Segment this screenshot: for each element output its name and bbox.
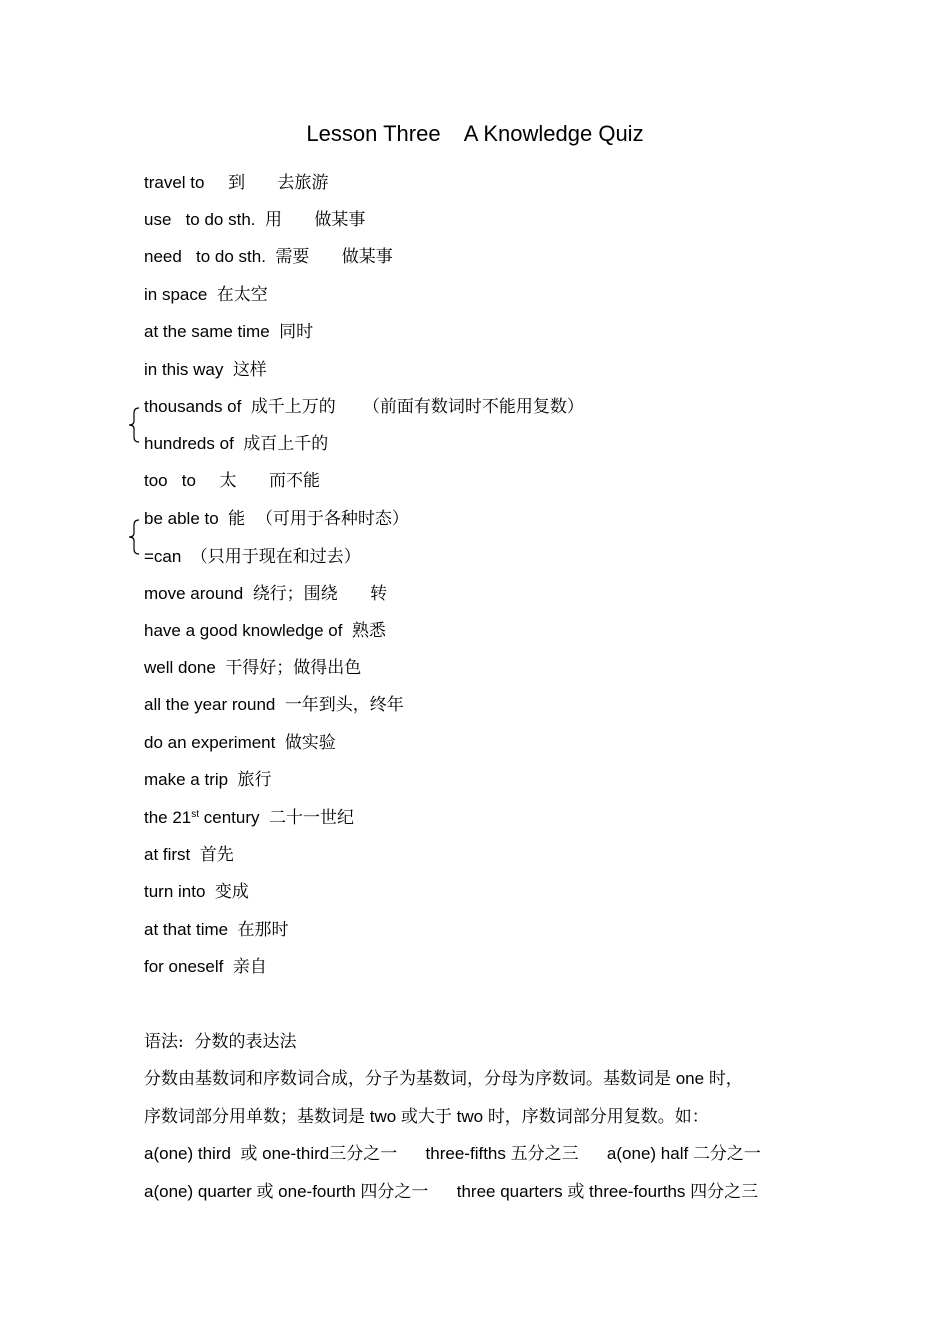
- grammar-text: one: [671, 1069, 709, 1088]
- phrase-en: make a trip: [144, 770, 238, 789]
- grammar-text: 序数词部分用单数；基数词是: [144, 1107, 365, 1127]
- phrase-en: need to do sth.: [144, 247, 276, 266]
- phrase-line: [144, 395, 584, 419]
- phrase-zh: 首先: [199, 845, 234, 865]
- phrase-zh: 用 做某事: [264, 210, 366, 230]
- phrase-line: [144, 656, 361, 680]
- grammar-text: one-third: [257, 1144, 330, 1163]
- grammar-text: 四分之一: [360, 1182, 429, 1202]
- phrase-en: thousands of: [144, 397, 251, 416]
- grammar-text: one-fourth: [273, 1182, 361, 1201]
- grammar-text: 或: [256, 1182, 274, 1202]
- grammar-heading: [144, 1030, 297, 1054]
- phrase-en: turn into: [144, 882, 215, 901]
- ordinal-suffix: st: [191, 809, 200, 820]
- grammar-text: 或: [567, 1182, 585, 1202]
- phrase-en: the 21: [144, 808, 192, 827]
- grammar-example: [144, 1180, 758, 1204]
- grammar-text: two: [451, 1107, 488, 1126]
- phrase-en: at that time: [144, 920, 238, 939]
- grammar-example: [144, 1142, 761, 1166]
- phrase-line: [144, 918, 289, 942]
- phrase-en: at first: [144, 845, 200, 864]
- grammar-text: 时，序数词部分用复数。如：: [487, 1107, 709, 1127]
- phrase-zh: 做实验: [284, 733, 336, 753]
- grammar-text: 五分之三: [510, 1144, 579, 1164]
- phrase-line: [144, 208, 365, 232]
- phrase-zh: 熟悉: [351, 621, 386, 641]
- phrase-zh: 太 而不能: [219, 471, 321, 491]
- phrase-en: use to do sth.: [144, 210, 265, 229]
- phrase-line: [144, 693, 404, 717]
- page-title: Lesson Three A Knowledge Quiz: [306, 121, 644, 146]
- phrase-zh: 变成: [214, 882, 249, 902]
- phrase-zh: 能 （可用于各种时态）: [228, 509, 409, 529]
- phrase-line: [144, 507, 409, 531]
- curly-brace-icon: [128, 519, 140, 555]
- phrase-line: [144, 731, 336, 755]
- phrase-en: =can: [144, 547, 191, 566]
- phrase-en: hundreds of: [144, 434, 244, 453]
- phrase-line: [144, 619, 386, 643]
- grammar-text: three quarters: [428, 1182, 568, 1201]
- grammar-text: three-fourths: [584, 1182, 691, 1201]
- phrase-line: [144, 768, 272, 792]
- grammar-text: 三分之一: [329, 1144, 398, 1164]
- grammar-heading-text: 语法: 分数的表达法: [144, 1032, 297, 1052]
- phrase-zh: 二十一世纪: [268, 808, 354, 828]
- phrase-line: [144, 245, 393, 269]
- phrase-zh: 这样: [232, 360, 267, 380]
- grammar-text: two: [365, 1107, 401, 1126]
- grammar-paragraph: [144, 1067, 743, 1091]
- phrase-line: [144, 283, 268, 307]
- grammar-text: a(one) quarter: [144, 1182, 257, 1201]
- phrase-line: [144, 358, 267, 382]
- phrase-en: century: [199, 808, 269, 827]
- phrase-zh: 同时: [279, 322, 314, 342]
- phrase-en: move around: [144, 584, 253, 603]
- phrase-line: [144, 843, 234, 867]
- phrase-en: do an experiment: [144, 733, 285, 752]
- phrase-line: [144, 582, 387, 606]
- grammar-text: 分数由基数词和序数词合成，分子为基数词，分母为序数词。基数词是: [144, 1069, 671, 1089]
- grammar-text: a(one) third: [144, 1144, 241, 1163]
- phrase-line: [144, 320, 313, 344]
- grammar-paragraph: [144, 1105, 709, 1129]
- phrase-en: all the year round: [144, 695, 285, 714]
- phrase-en: travel to: [144, 173, 229, 192]
- grammar-text: 四分之三: [690, 1182, 759, 1202]
- phrase-en: be able to: [144, 509, 229, 528]
- phrase-en: have a good knowledge of: [144, 621, 352, 640]
- phrase-en: too to: [144, 471, 220, 490]
- grammar-text: 二分之一: [692, 1144, 761, 1164]
- phrase-zh: 在太空: [216, 285, 268, 305]
- phrase-zh: 绕行；围绕 转: [252, 584, 388, 604]
- phrase-line: [144, 432, 328, 456]
- phrase-line: [144, 171, 329, 195]
- phrase-en: for oneself: [144, 957, 233, 976]
- phrase-zh: 需要 做某事: [275, 247, 393, 267]
- phrase-zh: 成百上千的: [243, 434, 329, 454]
- phrase-en: at the same time: [144, 322, 280, 341]
- grammar-text: 或大于: [400, 1107, 452, 1127]
- phrase-line: [144, 880, 249, 904]
- phrase-zh: （只用于现在和过去）: [190, 547, 361, 567]
- grammar-text: 时，: [708, 1069, 743, 1089]
- phrase-zh: 一年到头，终年: [284, 695, 404, 715]
- phrase-en: well done: [144, 658, 226, 677]
- curly-brace-icon: [128, 407, 140, 443]
- phrase-en: in this way: [144, 360, 233, 379]
- phrase-zh: 亲自: [232, 957, 267, 977]
- grammar-text: 或: [240, 1144, 258, 1164]
- phrase-zh: 旅行: [237, 770, 272, 790]
- phrase-zh: 干得好；做得出色: [225, 658, 362, 678]
- phrase-line: [144, 955, 267, 979]
- grammar-text: three-fifths: [397, 1144, 511, 1163]
- phrase-zh: 到 去旅游: [228, 173, 329, 193]
- phrase-en: in space: [144, 285, 217, 304]
- phrase-line: [144, 545, 361, 569]
- phrase-zh: 成千上万的 （前面有数词时不能用复数）: [250, 397, 584, 417]
- phrase-zh: 在那时: [237, 920, 289, 940]
- phrase-line: [144, 806, 354, 830]
- grammar-text: a(one) half: [578, 1144, 693, 1163]
- phrase-line: [144, 469, 320, 493]
